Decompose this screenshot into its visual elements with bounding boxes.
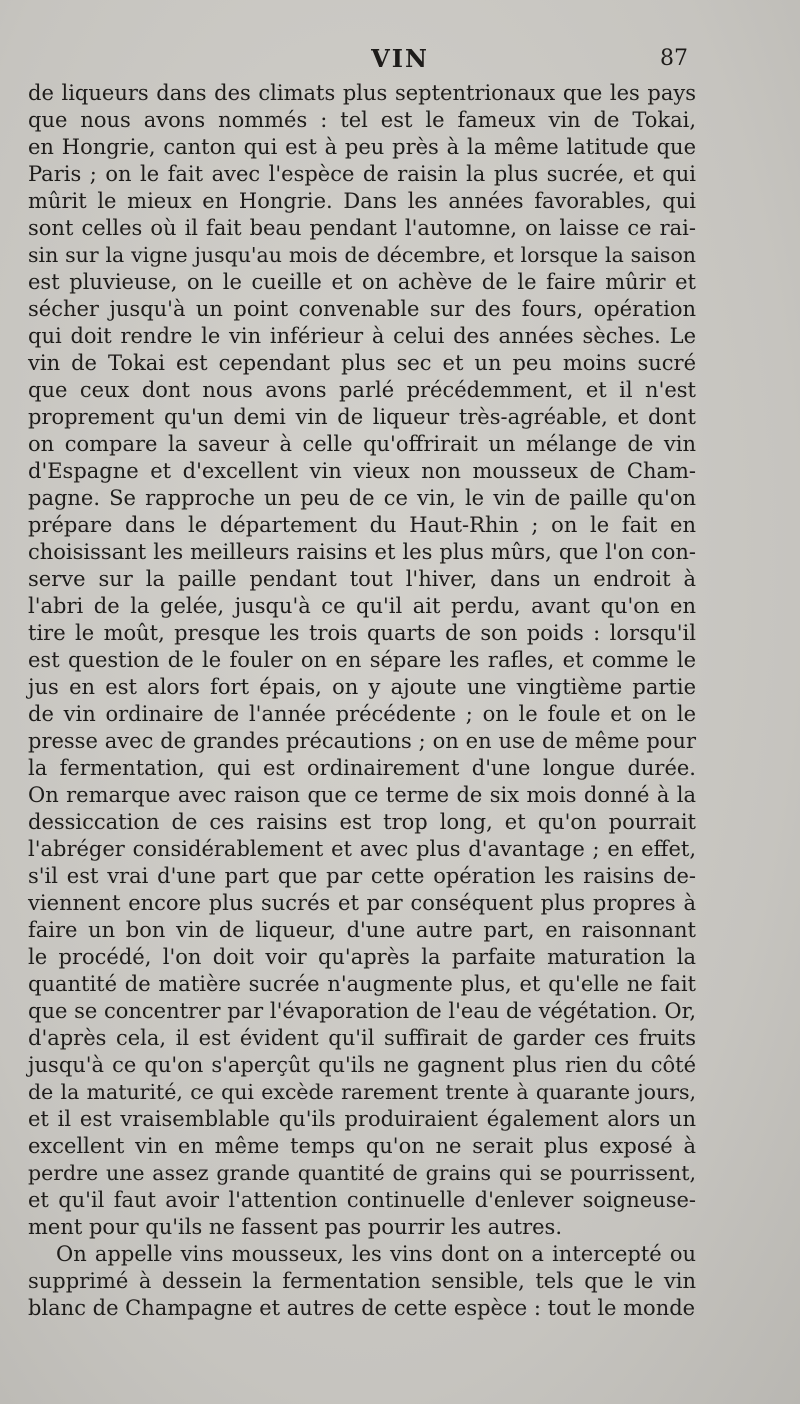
text-line: sin sur la vigne jusqu'au mois de décembre, et lorsque la saison — [28, 243, 696, 267]
text-line: tire le moût, presque les trois quarts de son poids : lorsqu'il — [28, 621, 696, 645]
text-line: jus en est alors fort épais, on y ajoute une vingtième partie — [28, 675, 696, 699]
text-line: supprimé à dessein la fermentation sensible, tels que le vin — [28, 1269, 696, 1293]
text-line: l'abri de la gelée, jusqu'à ce qu'il ait perdu, avant qu'on en — [28, 594, 696, 618]
text-line: blanc de Champagne et autres de cette espèce : tout le monde — [28, 1296, 696, 1320]
text-line: Paris ; on le fait avec l'espèce de raisin la plus sucrée, et qui — [28, 162, 696, 186]
text-line: l'abréger considérablement et avec plus d'avantage ; en effet, — [28, 837, 696, 861]
text-line: dessiccation de ces raisins est trop long, et qu'on pourrait — [28, 810, 696, 834]
text-line: que se concentrer par l'évaporation de l'eau de végétation. Or, — [28, 999, 696, 1023]
text-line: viennent encore plus sucrés et par conséquent plus propres à — [28, 891, 696, 915]
text-line: d'Espagne et d'excellent vin vieux non mousseux de Cham- — [28, 459, 696, 483]
text-line: ment pour qu'ils ne fassent pas pourrir les autres. — [28, 1215, 563, 1239]
text-line: choisissant les meilleurs raisins et les plus mûrs, que l'on con- — [28, 540, 696, 564]
text-line: de vin ordinaire de l'année précédente ; on le foule et on le — [28, 702, 696, 726]
text-line: on compare la saveur à celle qu'offrirait un mélange de vin — [28, 432, 696, 456]
text-line: prépare dans le département du Haut-Rhin ; on le fait en — [28, 513, 696, 537]
page-number: 87 — [660, 46, 688, 71]
text-line: sécher jusqu'à un point convenable sur des fours, opération — [28, 297, 696, 321]
running-head — [0, 44, 800, 76]
text-line: la fermentation, qui est ordinairement d'une longue durée. — [28, 756, 696, 780]
text-line: pagne. Se rapproche un peu de ce vin, le vin de paille qu'on — [28, 486, 696, 510]
text-line: qui doit rendre le vin inférieur à celui des années sèches. Le — [28, 324, 696, 348]
text-line: On appelle vins mousseux, les vins dont on a intercepté ou — [56, 1242, 696, 1266]
text-line: sont celles où il fait beau pendant l'automne, on laisse ce rai- — [28, 216, 696, 240]
text-line: de liqueurs dans des climats plus septentrionaux que les pays — [28, 81, 696, 105]
text-line: est pluvieuse, on le cueille et on achève de le faire mûrir et — [28, 270, 696, 294]
text-line: excellent vin en même temps qu'on ne serait plus exposé à — [28, 1134, 696, 1158]
text-line: s'il est vrai d'une part que par cette opération les raisins de- — [28, 864, 696, 888]
text-line: proprement qu'un demi vin de liqueur très-agréable, et dont — [28, 405, 696, 429]
text-line: le procédé, l'on doit voir qu'après la parfaite maturation la — [28, 945, 696, 969]
text-line: et il est vraisemblable qu'ils produiraient également alors un — [28, 1107, 696, 1131]
running-title: VIN — [371, 44, 429, 73]
text-line: quantité de matière sucrée n'augmente plus, et qu'elle ne fait — [28, 972, 696, 996]
text-line: mûrit le mieux en Hongrie. Dans les années favorables, qui — [28, 189, 696, 213]
text-line: faire un bon vin de liqueur, d'une autre part, en raisonnant — [28, 918, 696, 942]
body-text — [28, 80, 696, 1322]
text-line: serve sur la paille pendant tout l'hiver, dans un endroit à — [28, 567, 696, 591]
text-line: de la maturité, ce qui excède rarement trente à quarante jours, — [28, 1080, 696, 1104]
text-line: et qu'il faut avoir l'attention continuelle d'enlever soigneuse- — [28, 1188, 696, 1212]
text-line: d'après cela, il est évident qu'il suffirait de garder ces fruits — [28, 1026, 696, 1050]
text-line: en Hongrie, canton qui est à peu près à la même latitude que — [28, 135, 696, 159]
text-line: est question de le fouler on en sépare les rafles, et comme le — [28, 648, 696, 672]
text-line: On remarque avec raison que ce terme de six mois donné à la — [28, 783, 696, 807]
text-line: que nous avons nommés : tel est le fameux vin de Tokai, — [28, 108, 696, 132]
text-line: que ceux dont nous avons parlé précédemment, et il n'est — [28, 378, 696, 402]
text-line: vin de Tokai est cependant plus sec et un peu moins sucré — [28, 351, 696, 375]
text-line: presse avec de grandes précautions ; on en use de même pour — [28, 729, 696, 753]
text-line: perdre une assez grande quantité de grains qui se pourrissent, — [28, 1161, 696, 1185]
text-line: jusqu'à ce qu'on s'aperçût qu'ils ne gagnent plus rien du côté — [28, 1053, 696, 1077]
